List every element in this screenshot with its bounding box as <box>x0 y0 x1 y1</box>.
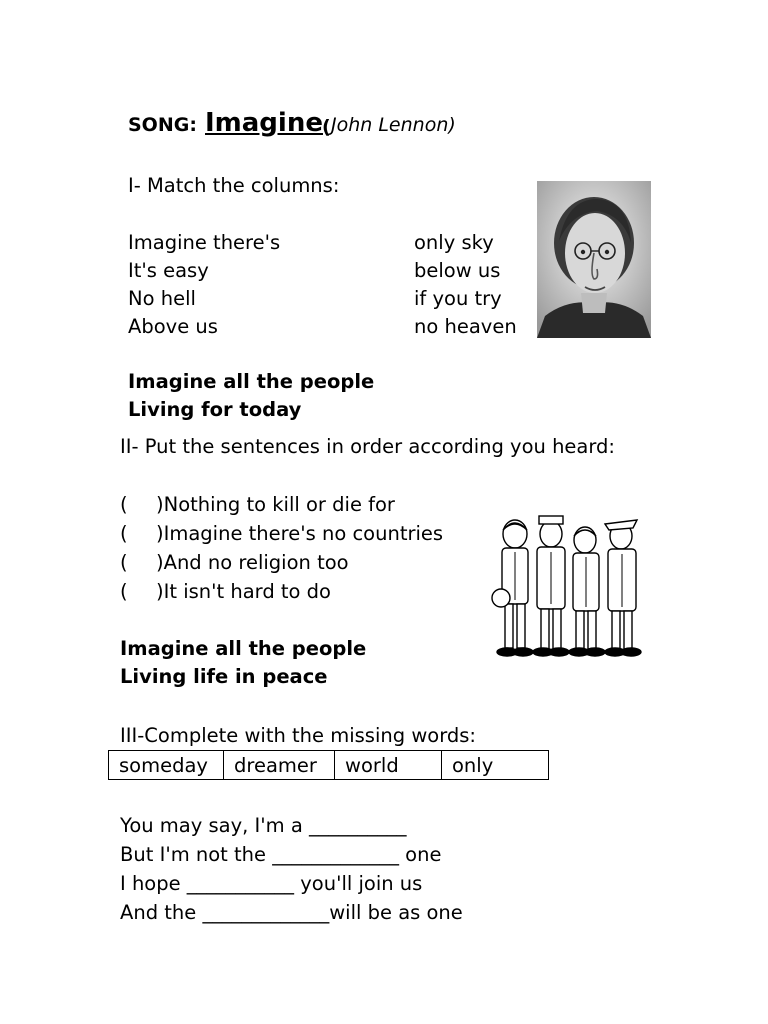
order-item <box>120 491 395 519</box>
section-3-heading: III-Complete with the missing words: <box>120 724 476 747</box>
order-text: )Imagine there's no countries <box>156 522 444 545</box>
order-blank: ( <box>120 493 128 516</box>
song-title: Imagine <box>205 108 323 138</box>
fill-in-line: But I'm not the _____________ one <box>120 843 442 866</box>
order-blank: ( <box>120 551 128 574</box>
fill-in-line: I hope ___________ you'll join us <box>120 872 423 895</box>
order-blank: ( <box>120 522 128 545</box>
fill-in-line: And the _____________will be as one <box>120 901 463 924</box>
match-left-item: Imagine there's <box>128 231 281 254</box>
order-text: )It isn't hard to do <box>156 580 331 603</box>
beatles-cartoon-image <box>487 512 651 662</box>
order-item <box>120 578 331 606</box>
match-right-item: only sky <box>414 231 494 254</box>
word-bank-cell: world <box>335 751 442 780</box>
author-paren: ( <box>322 116 331 138</box>
match-right-item: if you try <box>414 287 502 310</box>
chorus-line: Living for today <box>128 398 302 421</box>
order-text: )And no religion too <box>156 551 349 574</box>
order-blank: ( <box>120 580 128 603</box>
order-item <box>120 549 349 577</box>
song-author: John Lennon) <box>331 114 456 136</box>
order-text: )Nothing to kill or die for <box>156 493 395 516</box>
john-lennon-caricature-image <box>537 181 651 338</box>
match-left-item: No hell <box>128 287 196 310</box>
song-label: SONG: <box>128 114 197 136</box>
match-right-item: no heaven <box>414 315 517 338</box>
match-left-item: It's easy <box>128 259 209 282</box>
order-item <box>120 520 443 548</box>
word-bank-cell: someday <box>109 751 224 780</box>
match-left-item: Above us <box>128 315 218 338</box>
chorus-1 <box>128 368 374 424</box>
word-bank-cell: dreamer <box>224 751 335 780</box>
word-bank-cell: only <box>442 751 549 780</box>
word-bank-table <box>108 750 549 780</box>
section-2-heading: II- Put the sentences in order according you heard: <box>120 435 616 458</box>
chorus-line: Imagine all the people <box>128 370 375 393</box>
fill-in-line: You may say, I'm a __________ <box>120 814 407 837</box>
chorus-line: Imagine all the people <box>120 637 367 660</box>
chorus-2 <box>120 635 366 691</box>
section-1-heading: I- Match the columns: <box>128 174 340 197</box>
match-right-item: below us <box>414 259 501 282</box>
chorus-line: Living life in peace <box>120 665 328 688</box>
